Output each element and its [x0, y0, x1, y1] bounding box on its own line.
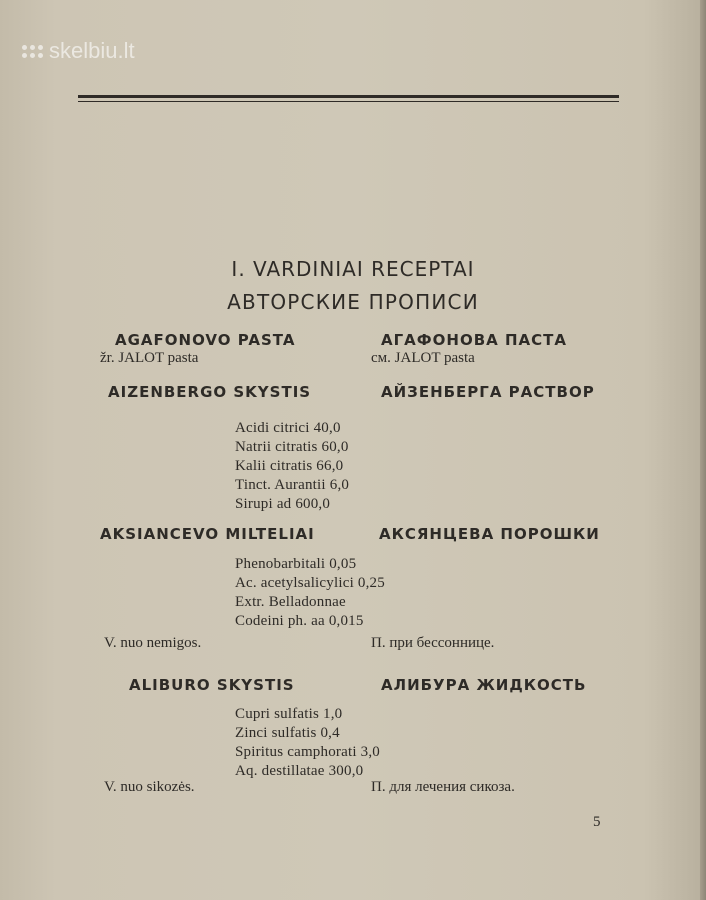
- watermark: [22, 38, 135, 64]
- ingredient-line: Extr. Belladonnae: [235, 594, 346, 610]
- ingredient-line: Aq. destillatae 300,0: [235, 763, 364, 779]
- recipe-name-ru: АГАФОНОВА ПАСТА: [381, 331, 567, 349]
- ingredient-list: [235, 419, 349, 514]
- ingredient-line: Natrii citratis 60,0: [235, 439, 349, 455]
- watermark-text: skelbiu.lt: [49, 38, 135, 63]
- recipe-name-lt: AIZENBERGO SKYSTIS: [108, 383, 312, 401]
- page-number: 5: [593, 814, 601, 830]
- recipe-name-lt: ALIBURO SKYSTIS: [129, 676, 295, 694]
- ingredient-line: Cupri sulfatis 1,0: [235, 706, 343, 722]
- usage-note-ru: П. при бессоннице.: [371, 635, 495, 651]
- watermark-logo-icon: [22, 45, 43, 58]
- recipe-ref-ru: см. JALOT pasta: [371, 350, 475, 366]
- usage-note-lt: V. nuo sikozės.: [104, 779, 195, 795]
- ingredient-line: Spiritus camphorati 3,0: [235, 744, 380, 760]
- ingredient-line: Phenobarbitali 0,05: [235, 556, 357, 572]
- section-subtitle: АВТОРСКИЕ ПРОПИСИ: [227, 290, 479, 314]
- recipe-name-ru: АЙЗЕНБЕРГА РАСТВОР: [381, 383, 595, 401]
- recipe-name-lt: AKSIANCEVO MILTELIAI: [100, 525, 315, 543]
- recipe-name-lt: AGAFONOVO PASTA: [115, 331, 296, 349]
- ingredient-list: [235, 555, 385, 631]
- recipe-ref-lt: žr. JALOT pasta: [100, 350, 199, 366]
- recipe-name-ru: АКСЯНЦЕВА ПОРОШКИ: [379, 525, 600, 543]
- ingredient-line: Ac. acetylsalicylici 0,25: [235, 575, 385, 591]
- usage-note-ru: П. для лечения сикоза.: [371, 779, 515, 795]
- ingredient-line: Sirupi ad 600,0: [235, 496, 331, 512]
- header-rule-thin: [78, 101, 619, 102]
- ingredient-line: Acidi citrici 40,0: [235, 420, 341, 436]
- ingredient-line: Tinct. Aurantii 6,0: [235, 477, 350, 493]
- ingredient-line: Codeini ph. aa 0,015: [235, 613, 364, 629]
- header-rule-thick: [78, 95, 619, 98]
- page-edge: [700, 0, 706, 900]
- ingredient-line: Kalii citratis 66,0: [235, 458, 344, 474]
- section-title: I. VARDINIAI RECEPTAI: [231, 257, 475, 281]
- ingredient-list: [235, 705, 380, 781]
- usage-note-lt: V. nuo nemigos.: [104, 635, 202, 651]
- recipe-name-ru: АЛИБУРА ЖИДКОСТЬ: [381, 676, 587, 694]
- ingredient-line: Zinci sulfatis 0,4: [235, 725, 340, 741]
